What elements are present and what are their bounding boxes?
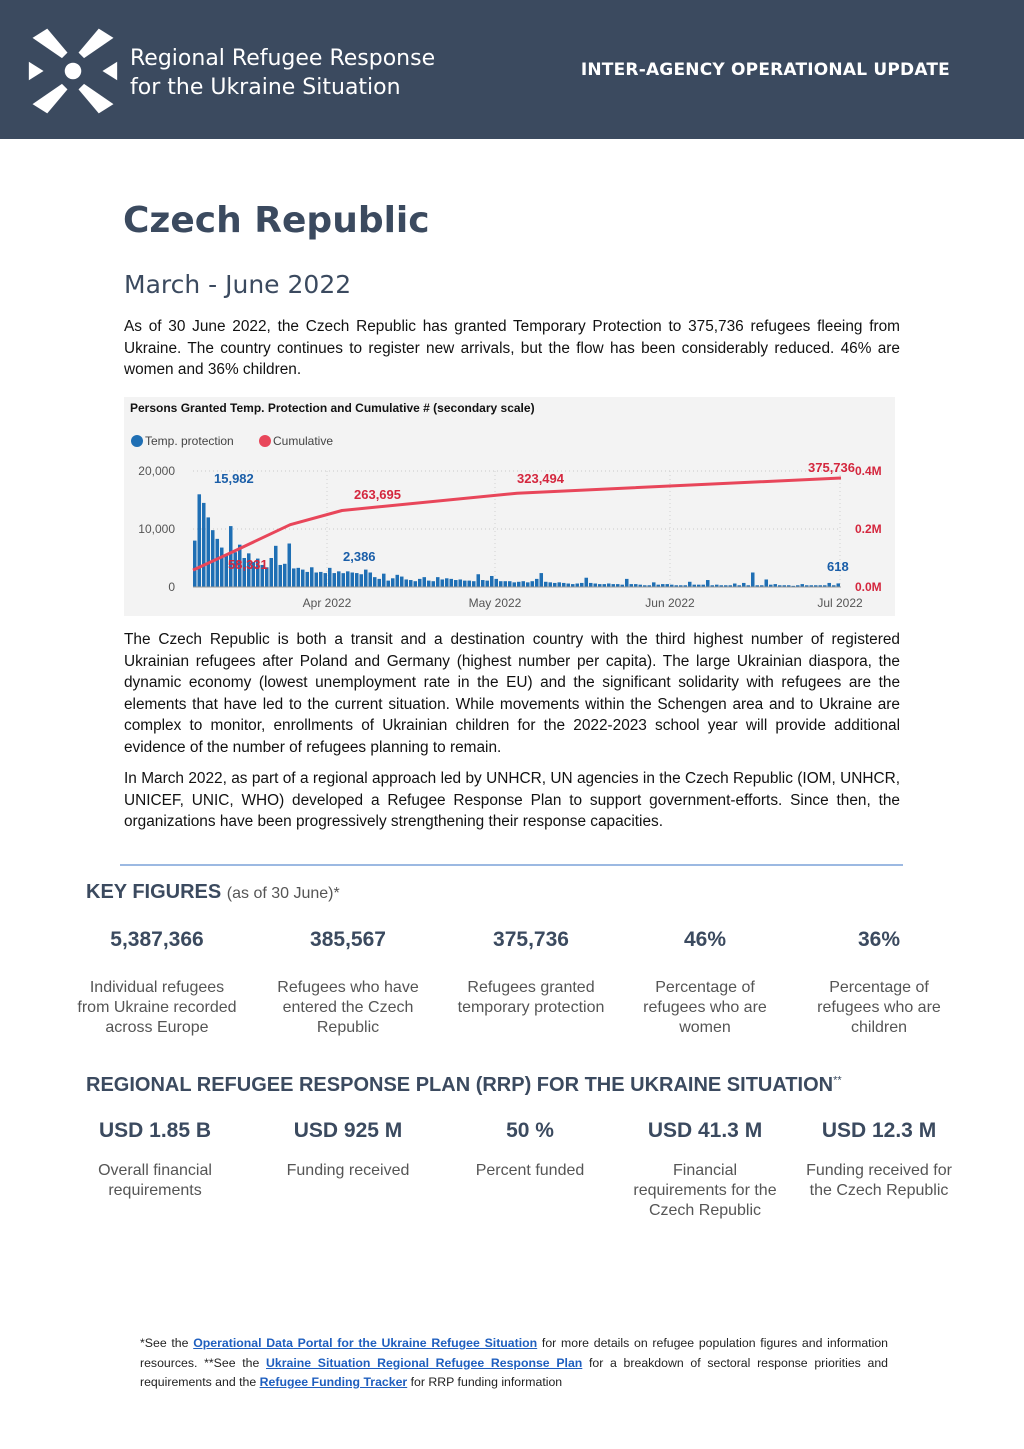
bar	[202, 503, 206, 587]
secondary-y-tick-label: 0.0M	[855, 580, 882, 594]
legend-label: Cumulative	[273, 434, 334, 448]
rrp-figure-value: USD 12.3 M	[821, 1119, 937, 1142]
bar	[351, 573, 355, 588]
bar	[454, 580, 458, 587]
bar	[423, 577, 427, 587]
bar	[450, 579, 454, 587]
brand-line-1: Regional Refugee Response	[130, 46, 436, 71]
key-figures-heading	[86, 881, 340, 904]
bar	[405, 579, 409, 587]
legend-swatch	[131, 435, 143, 447]
bar	[342, 573, 346, 587]
bar	[436, 577, 440, 587]
rrp-heading	[86, 1074, 842, 1097]
x-tick-label: Apr 2022	[302, 596, 352, 610]
bar	[513, 582, 517, 587]
bar	[297, 568, 301, 587]
key-figure-value: 46%	[683, 928, 727, 951]
bar	[409, 580, 413, 587]
data-label: 15,982	[214, 471, 254, 486]
footnote	[140, 1334, 888, 1393]
bar	[553, 583, 557, 587]
x-tick-label: Jul 2022	[817, 596, 863, 610]
rrp-figure-value: USD 1.85 B	[98, 1119, 212, 1142]
update-label: INTER-AGENCY OPERATIONAL UPDATE	[580, 60, 950, 80]
brand-line-2: for the Ukraine Situation	[130, 75, 401, 100]
key-figure-label: Refugees granted temporary protection	[457, 979, 605, 1016]
rrp-figure-value: USD 41.3 M	[647, 1119, 763, 1142]
key-figure-label: Individual refugees from Ukraine recorded across Europe	[77, 979, 237, 1036]
bar	[459, 579, 463, 587]
bar	[360, 574, 364, 587]
bar	[585, 578, 589, 587]
funding-tracker-link[interactable]: Refugee Funding Tracker	[259, 1375, 408, 1389]
page-title: Czech Republic	[123, 200, 430, 241]
rrp-figure	[799, 1119, 959, 1201]
bar	[526, 582, 530, 587]
key-figures-title: KEY FIGURES	[86, 881, 222, 903]
bar	[414, 581, 418, 587]
rrp-figure	[75, 1119, 235, 1201]
bar	[387, 581, 391, 587]
intro-paragraph: As of 30 June 2022, the Czech Republic has granted Temporary Protection to 375,736 refugees fleeing from Ukraine. The country continues to register new arrivals, but the flow has been considerably reduced. 46% are women and 36% children.	[124, 318, 900, 378]
bar	[589, 583, 593, 587]
bar	[418, 579, 422, 587]
bar	[499, 581, 503, 587]
rrp-figure-label: Overall financial requirements	[98, 1162, 212, 1199]
bar	[688, 582, 692, 587]
rrp-figure-label: Percent funded	[475, 1162, 585, 1179]
bar	[396, 575, 400, 587]
secondary-y-tick-label: 0.2M	[855, 522, 882, 536]
bar	[373, 577, 377, 587]
bar	[391, 578, 395, 587]
bar	[481, 580, 485, 587]
bar	[220, 548, 224, 587]
bar	[283, 564, 287, 587]
key-figure-value: 375,736	[493, 928, 569, 951]
bar	[432, 581, 436, 587]
x-tick-label: Jun 2022	[645, 596, 695, 610]
data-portal-link[interactable]: Operational Data Portal for the Ukraine Refugee Situation	[193, 1336, 538, 1350]
bar	[292, 568, 296, 587]
response-paragraph: In March 2022, as part of a regional approach led by UNHCR, UN agencies in the Czech Republic (IOM, UNHCR, UNICEF, UNIC, WHO) developed a Refugee Response Plan to support government-efforts. Since then, the organizations have been progressively strengthening their response capacities.	[124, 770, 900, 830]
bar	[427, 581, 431, 587]
bar	[216, 539, 220, 587]
page-header	[0, 0, 1024, 139]
key-figure	[799, 928, 959, 1038]
rrp-figure	[268, 1119, 428, 1181]
bar	[508, 581, 512, 587]
bar	[540, 573, 544, 587]
key-figure	[451, 928, 611, 1018]
chart-panel	[124, 397, 895, 616]
bar	[378, 579, 382, 587]
key-figure-label: Percentage of refugees who are children	[817, 979, 941, 1036]
bar	[594, 584, 598, 587]
bar	[441, 579, 445, 587]
bar	[535, 579, 539, 587]
key-figures-note: (as of 30 June)*	[226, 885, 340, 902]
legend-label: Temp. protection	[145, 434, 234, 448]
section-divider	[120, 864, 903, 866]
rrp-footnote-mark: **	[833, 1074, 842, 1087]
bar	[198, 494, 202, 587]
bar	[837, 583, 841, 587]
rrp-figure-value: 50 %	[506, 1119, 554, 1142]
bar	[468, 581, 472, 587]
bar	[279, 565, 283, 587]
context-paragraph: The Czech Republic is both a transit and a destination country with the third highest number of registered Ukrainian refugees after Poland and Germany (highest number per capita). The large Ukrainian diaspora, the dynamic economy (lowest unemployment rate in the EU) and the significant solidarity with refugees are the elements that have led to the current situation. While movements within the Schengen area and to Ukraine are complex to monitor, enrollments of Ukrainian children for the 2022-2023 school year will provide additional evidence of the number of refugees planning to remain.	[124, 631, 900, 756]
bar	[333, 573, 337, 587]
key-figure-value: 36%	[857, 928, 901, 951]
bar	[274, 546, 278, 587]
rrp-figure	[625, 1119, 785, 1221]
page-subtitle: March - June 2022	[124, 270, 352, 299]
bar	[477, 574, 481, 587]
bar	[486, 581, 490, 587]
bar	[369, 573, 373, 588]
data-label: 58,331	[228, 557, 268, 572]
bar	[562, 583, 566, 587]
data-label: 375,736	[808, 460, 855, 475]
secondary-y-tick-label: 0.4M	[855, 464, 882, 478]
footnote-text: *See the	[140, 1336, 194, 1350]
bar	[319, 572, 323, 587]
y-tick-label: 10,000	[138, 522, 175, 536]
bar	[544, 582, 548, 587]
bar	[706, 580, 710, 587]
bar	[328, 568, 332, 587]
bar	[751, 573, 755, 588]
bar	[490, 576, 494, 587]
y-tick-label: 0	[168, 580, 175, 594]
bar	[733, 584, 737, 587]
bar	[193, 541, 197, 587]
bar	[288, 544, 292, 588]
key-figure	[77, 928, 237, 1038]
key-figure-label: Refugees who have entered the Czech Republic	[277, 979, 419, 1036]
bar	[742, 583, 746, 587]
bar	[472, 581, 476, 587]
bar	[531, 581, 535, 587]
bar	[576, 584, 580, 587]
bar	[355, 573, 359, 587]
key-figure-value: 385,567	[310, 928, 386, 951]
bar	[607, 584, 611, 587]
bar	[315, 573, 319, 588]
chart-title: Persons Granted Temp. Protection and Cumulative # (secondary scale)	[130, 401, 535, 415]
bar	[558, 582, 562, 587]
bar	[364, 570, 368, 587]
bar	[504, 581, 508, 587]
data-label: 323,494	[517, 471, 564, 486]
key-figure	[268, 928, 428, 1038]
data-label: 263,695	[354, 487, 401, 502]
bar	[625, 579, 629, 587]
data-label: 2,386	[343, 549, 376, 564]
bar	[463, 581, 467, 587]
bar	[517, 582, 521, 587]
bar	[270, 558, 274, 587]
bar	[567, 584, 571, 587]
rrp-title: REGIONAL REFUGEE RESPONSE PLAN (RRP) FOR THE UKRAINE SITUATION	[86, 1074, 834, 1096]
brand-title	[130, 44, 435, 102]
key-figure-label: Percentage of refugees who are women	[643, 979, 767, 1036]
rrp-figure	[450, 1119, 610, 1181]
bar	[580, 583, 584, 587]
bar	[522, 581, 526, 587]
footnote-text: for more details on refugee population figures and information resources. **See the	[140, 1336, 889, 1370]
rrp-figure-value: USD 925 M	[293, 1119, 403, 1142]
bar	[211, 530, 215, 587]
bar	[337, 571, 341, 587]
protection-chart	[124, 397, 895, 616]
key-figure	[625, 928, 785, 1038]
footnote-text: for RRP funding information	[407, 1375, 563, 1389]
x-tick-label: May 2022	[468, 596, 522, 610]
unhcr-response-logo-icon	[26, 25, 120, 117]
bar	[324, 573, 328, 587]
rrp-figure-label: Funding received	[286, 1162, 410, 1179]
bar	[207, 517, 211, 587]
bar	[828, 583, 832, 587]
bar	[346, 571, 350, 587]
footnote-text: for a breakdown of sectoral response priorities and requirements and the	[140, 1355, 888, 1389]
bar	[301, 570, 305, 587]
rrp-figure-label: Funding received for the Czech Republic	[806, 1162, 952, 1199]
bar	[400, 577, 404, 587]
legend-swatch	[259, 435, 271, 447]
bar	[652, 582, 656, 587]
bar	[549, 582, 553, 587]
bar	[445, 578, 449, 587]
data-label: 618	[827, 559, 849, 574]
y-tick-label: 20,000	[138, 464, 175, 478]
bar	[765, 579, 769, 587]
key-figure-value: 5,387,366	[110, 928, 204, 951]
rrp-figure-label: Financial requirements for the Czech Republic	[633, 1162, 777, 1219]
bar	[495, 579, 499, 587]
bar	[310, 567, 314, 587]
bar	[382, 574, 386, 587]
response-plan-link[interactable]: Ukraine Situation Regional Refugee Response Plan	[266, 1355, 583, 1370]
bar	[306, 572, 310, 587]
